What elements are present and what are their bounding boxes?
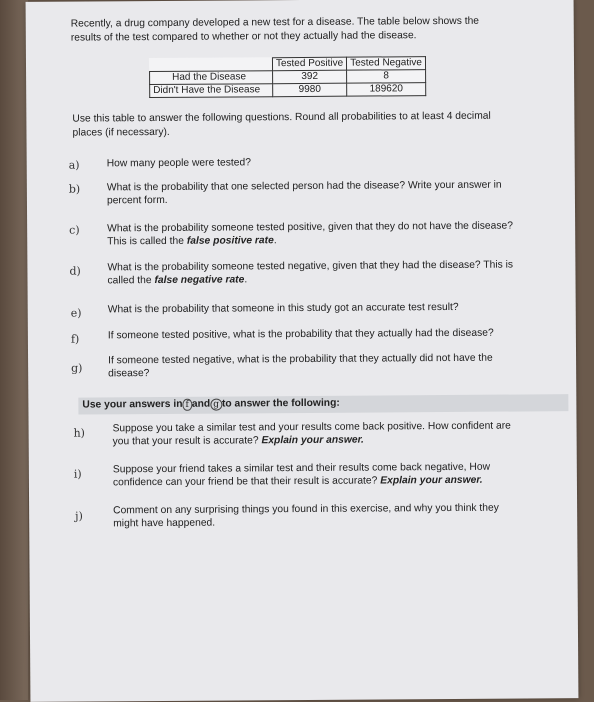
question-emphasis: false positive rate [186, 235, 274, 247]
question-marker: h) [73, 426, 86, 440]
question-e [108, 300, 518, 316]
question-marker: b) [68, 182, 81, 196]
question-tail: . [273, 235, 277, 247]
question-marker: g) [71, 361, 83, 375]
table-row-label: Didn't Have the Disease [150, 84, 273, 98]
question-emphasis: Explain your answer. [380, 474, 483, 487]
question-marker: f) [70, 332, 80, 346]
intro-paragraph: Recently, a drug company developed a new test for a disease. The table below shows the results of the test compared to whether or not they actually had the disease. [70, 15, 480, 44]
question-g [108, 351, 518, 380]
question-j [113, 501, 523, 530]
background-edge [0, 0, 28, 700]
question-marker: i) [73, 467, 82, 481]
question-i [113, 460, 523, 489]
question-emphasis: Explain your answer. [261, 434, 364, 447]
question-tail: . [244, 274, 248, 286]
question-marker: e) [70, 306, 82, 320]
table-row [150, 70, 426, 85]
question-a [107, 154, 517, 170]
question-marker: a) [68, 158, 80, 172]
question-d [107, 258, 517, 287]
instruction-band [78, 394, 568, 414]
question-text: What is the probability that someone in this study got an accurate test result? [107, 301, 459, 316]
question-marker: j) [75, 509, 83, 523]
question-text: What is the probability someone tested negative, given that they had the disease? This is called the [107, 259, 514, 287]
worksheet-paper [26, 0, 579, 702]
circled-letter: g [210, 399, 222, 411]
question-text: If someone tested negative, what is the probability that they actually did not have the disease? [108, 352, 493, 380]
table-header-row [149, 57, 425, 72]
band-mid: and [191, 398, 211, 410]
question-b [107, 178, 517, 207]
table-header: Tested Negative [347, 57, 426, 71]
band-suffix: to answer the following: [221, 397, 340, 410]
table-row-label: Had the Disease [150, 71, 273, 85]
question-emphasis: false negative rate [154, 274, 245, 287]
results-table [149, 56, 426, 98]
table-header: Tested Positive [272, 57, 346, 71]
band-text [82, 398, 339, 412]
table-cell: 189620 [347, 83, 426, 97]
band-prefix: Use your answers in [82, 398, 183, 411]
question-text: How many people were tested? [106, 157, 251, 170]
table-cell: 9980 [273, 83, 347, 97]
table-corner-cell [149, 58, 272, 72]
table-cell: 392 [272, 70, 346, 84]
question-c [107, 219, 517, 248]
question-f [108, 326, 518, 342]
instructions-paragraph: Use this table to answer the following questions. Round all probabilities to at least 4 decimal places (if necessary). [72, 110, 491, 139]
question-text: What is the probability that one selected person had the disease? Write your answer in percent form. [106, 179, 502, 207]
question-text: Suppose your friend takes a similar test and their results come back negative, How confidence can your friend be that their result is accurate? [112, 461, 491, 489]
question-text: What is the probability someone tested positive, given that they do not have the disease? This is called the [107, 220, 514, 248]
question-marker: c) [69, 223, 80, 237]
table-cell: 8 [347, 70, 426, 84]
table-row [150, 83, 426, 98]
circled-letter: f [182, 399, 191, 411]
question-marker: d) [69, 264, 81, 278]
question-h [113, 419, 523, 448]
question-text: If someone tested positive, what is the probability that they actually had the disease? [107, 327, 494, 342]
question-text: Suppose you take a similar test and your results come back positive. How confident are you that your result is accurate? [112, 420, 511, 448]
question-text: Comment on any surprising things you found in this exercise, and why you think they might have happened. [113, 502, 499, 530]
